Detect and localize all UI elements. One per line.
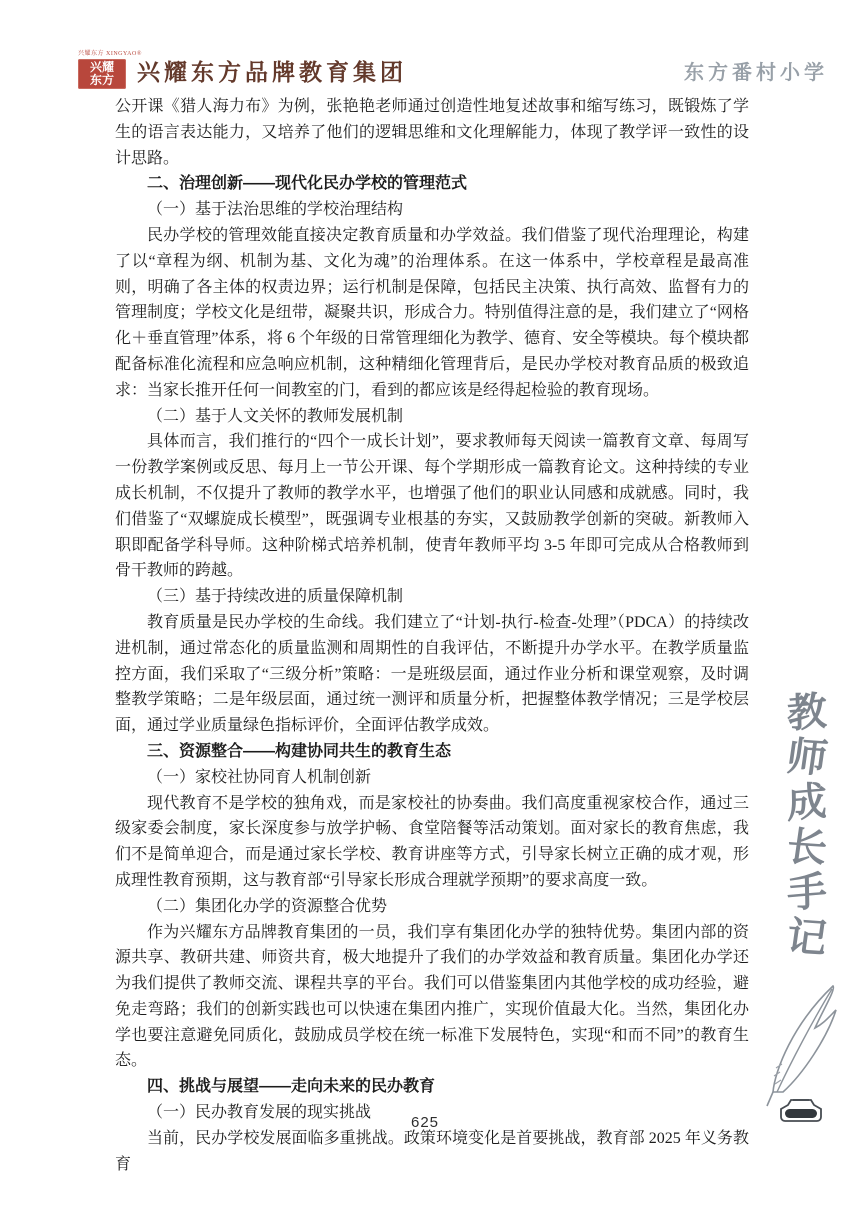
brand-seal-icon (78, 59, 126, 89)
subsection-heading: （一）民办教育发展的现实挑战 (147, 1104, 372, 1122)
subsection-heading: （一）家校社协同育人机制创新 (147, 768, 372, 786)
page-footer (0, 1114, 850, 1132)
paragraph: 具体而言，我们推行的“四个一成长计划”，要求教师每天阅读一篇教育文章、每周写一份教学案例或反思、每月上一节公开课、每个学期形成一篇教育论文。这种持续的专业成长机制，不仅提升了教师的教学水平，也增强了他们的职业认同感和成就感。同时，我们借鉴了“双螺旋成长模型”，既强调专业根基的夯实，又鼓励教学创新的突破。新教师入职即配备学科导师。这种阶梯式培养机制，使青年教师平均 3-5 年即可完成从合格教师到骨干教师的跨越。 (115, 433, 749, 580)
section-heading-2: 二、治理创新——现代化民办学校的管理范式 (147, 175, 468, 193)
page-number: 625 (410, 1114, 440, 1131)
vertical-title-char: 长 (783, 823, 831, 872)
paragraph: 教育质量是民办学校的生命线。我们建立了“计划-执行-检查-处理”（PDCA）的持续改进机制，通过常态化的质量监测和周期性的自我评估，不断提升办学水平。在教学质量监控方面，我们采取了“三级分析”策略：一是班级层面，通过作业分析和课堂观察，及时调整教学策略；二是年级层面，通过统一测评和质量分析，把握整体教学情况；三是学校层面，通过学业质量绿色指标评价，全面评估教学成效。 (115, 613, 749, 735)
document-body (115, 94, 749, 1177)
vertical-title-char: 记 (783, 913, 831, 962)
logo-registered-text: 兴耀东方 XINGYAO® (78, 51, 142, 57)
subsection-heading: （二）基于人文关怀的教师发展机制 (147, 407, 404, 425)
vertical-title-char: 教 (786, 688, 828, 737)
subsection-heading: （二）集团化办学的资源整合优势 (147, 897, 388, 915)
brand-name: 兴耀东方品牌教育集团 (137, 60, 407, 85)
quill-and-ink-icon (757, 980, 845, 1125)
vertical-title-char: 手 (786, 868, 828, 917)
paragraph: 现代教育不是学校的独角戏，而是家校社的协奏曲。我们高度重视家校合作，通过三级家委会制度，家长深度参与放学护畅、食堂陪餐等活动策划。面对家长的教育焦虑，我们不是简单迎合，而是通过家长学校、教育讲座等方式，引导家长树立正确的成才观，形成理性教育预期，这与教育部“引导家长形成合理就学预期”的要求高度一致。 (115, 794, 749, 889)
vertical-title-calligraphy (779, 690, 835, 960)
margin-decoration (755, 680, 850, 1140)
school-name: 东方番村小学 (684, 62, 828, 84)
paragraph: 民办学校的管理效能直接决定教育质量和办学效益。我们借鉴了现代治理理论，构建了以“章程为纲、机制为基、文化为魂”的治理体系。在这一体系中，学校章程是最高准则，明确了各主体的权责边界；运行机制是保障，包括民主决策、执行高效、监督有力的管理制度；学校文化是纽带，凝聚共识，形成合力。特别值得注意的是，我们建立了“网格化＋垂直管理”体系，将 6 个年级的日常管理细化为教学、德育、安全等模块。每个模块都配备标准化流程和应急响应机制，这种精细化管理背后，是民办学校对教育品质的极致追求：当家长推开任何一间教室的门，看到的都应该是经得起检验的教育现场。 (115, 226, 749, 399)
vertical-title-char: 成 (786, 778, 828, 827)
paragraph-continuation: 公开课《猎人海力布》为例，张艳艳老师通过创造性地复述故事和缩写练习，既锻炼了学生的语言表达能力，又培养了他们的逻辑思维和文化理解能力，体现了教学评一致性的设计思路。 (115, 98, 749, 167)
subsection-heading: （三）基于持续改进的质量保障机制 (147, 588, 404, 606)
section-heading-4: 四、挑战与展望——走向未来的民办教育 (147, 1078, 436, 1096)
section-heading-3: 三、资源整合——构建协同共生的教育生态 (147, 742, 452, 760)
brand-seal-text: 兴耀东方 (89, 60, 114, 87)
vertical-title-char: 师 (783, 733, 831, 782)
page-header (0, 0, 850, 95)
paragraph: 作为兴耀东方品牌教育集团的一员，我们享有集团化办学的独特优势。集团内部的资源共享、教研共建、师资共育，极大地提升了我们的办学效益和教育质量。集团化办学还为我们提供了教师交流、课程共享的平台。我们可以借鉴集团内其他学校的成功经验，避免走弯路；我们的创新实践也可以快速在集团内推广，实现价值最大化。当然，集团化办学也要注意避免同质化，鼓励成员学校在统一标准下发展特色，实现“和而不同”的教育生态。 (115, 923, 749, 1070)
subsection-heading: （一）基于法治思维的学校治理结构 (147, 201, 404, 219)
brand-logo-seal (78, 50, 142, 92)
paragraph: 当前，民办学校发展面临多重挑战。政策环境变化是首要挑战，教育部 2025 年义务教育 (115, 1129, 749, 1173)
